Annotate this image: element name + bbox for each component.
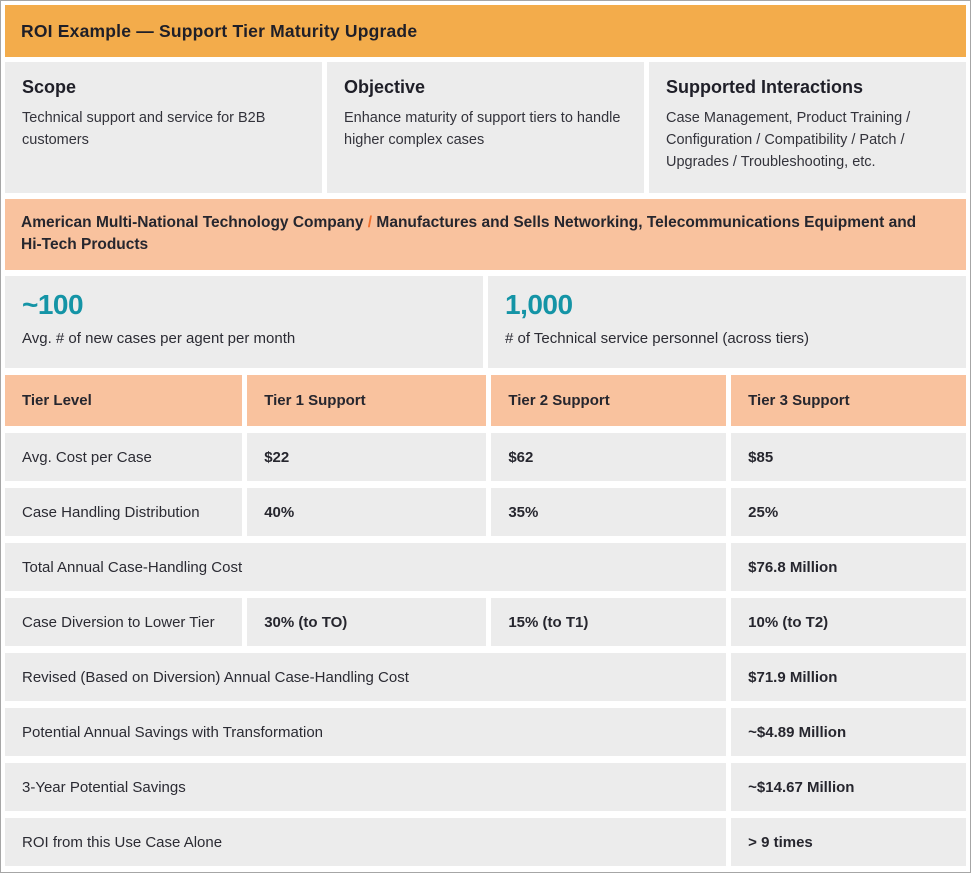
slide-title-bar: [5, 5, 966, 57]
stat-service-personnel-value: 1,000: [505, 289, 573, 320]
row-label: Case Handling Distribution: [5, 488, 242, 536]
table-cell: 15% (to T1): [491, 598, 726, 646]
column-header-tier2: Tier 2 Support: [491, 375, 726, 426]
row-label: Case Diversion to Lower Tier: [5, 598, 242, 646]
company-banner: [5, 199, 966, 270]
company-name: American Multi-National Technology Company: [21, 214, 364, 231]
panel-objective: [327, 62, 644, 193]
column-header-tier3: Tier 3 Support: [731, 375, 966, 426]
row-label: Revised (Based on Diversion) Annual Case-Handling Cost: [5, 653, 726, 701]
page-title: ROI Example — Support Tier Maturity Upgrade: [21, 20, 418, 41]
panel-scope-title: Scope: [22, 77, 77, 97]
panel-supported-interactions-title: Supported Interactions: [666, 77, 864, 97]
row-label: Total Annual Case-Handling Cost: [5, 543, 726, 591]
table-cell: $85: [731, 433, 966, 481]
stat-service-personnel-label: # of Technical service personnel (across tiers): [505, 330, 810, 347]
table-cell: 30% (to TO): [247, 598, 486, 646]
table-row: [5, 653, 966, 701]
key-stats: [5, 276, 966, 368]
table-row: [5, 598, 966, 646]
table-cell: $62: [491, 433, 726, 481]
table-cell: 40%: [247, 488, 486, 536]
table-row: [5, 433, 966, 481]
panel-objective-body: Enhance maturity of support tiers to handle higher complex cases: [344, 110, 621, 149]
column-header-tier-level: Tier Level: [5, 375, 242, 426]
panel-supported-interactions-body: Case Management, Product Training / Configuration / Compatibility / Patch / Upgrades / Troubleshooting, etc.: [666, 110, 911, 171]
stat-cases-per-agent: [5, 276, 483, 368]
panel-scope: [5, 62, 322, 193]
table-header-row: [5, 375, 966, 426]
table-cell: 10% (to T2): [731, 598, 966, 646]
table-row: [5, 488, 966, 536]
panel-scope-body: Technical support and service for B2B customers: [22, 110, 266, 149]
table-cell: > 9 times: [731, 818, 966, 866]
table-row: [5, 763, 966, 811]
banner-slash-separator: /: [367, 214, 373, 231]
stat-service-personnel: [488, 276, 966, 368]
table-cell: 35%: [491, 488, 726, 536]
column-header-tier1: Tier 1 Support: [247, 375, 486, 426]
table-cell: $22: [247, 433, 486, 481]
table-cell: ~$4.89 Million: [731, 708, 966, 756]
company-description: Manufactures and Sells Networking, Telecommunications Equipment and Hi-Tech Products: [21, 214, 917, 253]
table-cell: ~$14.67 Million: [731, 763, 966, 811]
row-label: Potential Annual Savings with Transformation: [5, 708, 726, 756]
row-label: Avg. Cost per Case: [5, 433, 242, 481]
stat-cases-per-agent-value: ~100: [22, 289, 84, 320]
stat-cases-per-agent-label: Avg. # of new cases per agent per month: [22, 330, 296, 347]
panel-objective-title: Objective: [344, 77, 426, 97]
row-label: ROI from this Use Case Alone: [5, 818, 726, 866]
table-row: [5, 543, 966, 591]
table-row: [5, 818, 966, 866]
panel-supported-interactions: [649, 62, 966, 193]
table-cell: $76.8 Million: [731, 543, 966, 591]
info-panels: [5, 62, 966, 193]
company-banner-text: [21, 212, 931, 256]
table-cell: $71.9 Million: [731, 653, 966, 701]
table-cell: 25%: [731, 488, 966, 536]
table-row: [5, 708, 966, 756]
row-label: 3-Year Potential Savings: [5, 763, 726, 811]
